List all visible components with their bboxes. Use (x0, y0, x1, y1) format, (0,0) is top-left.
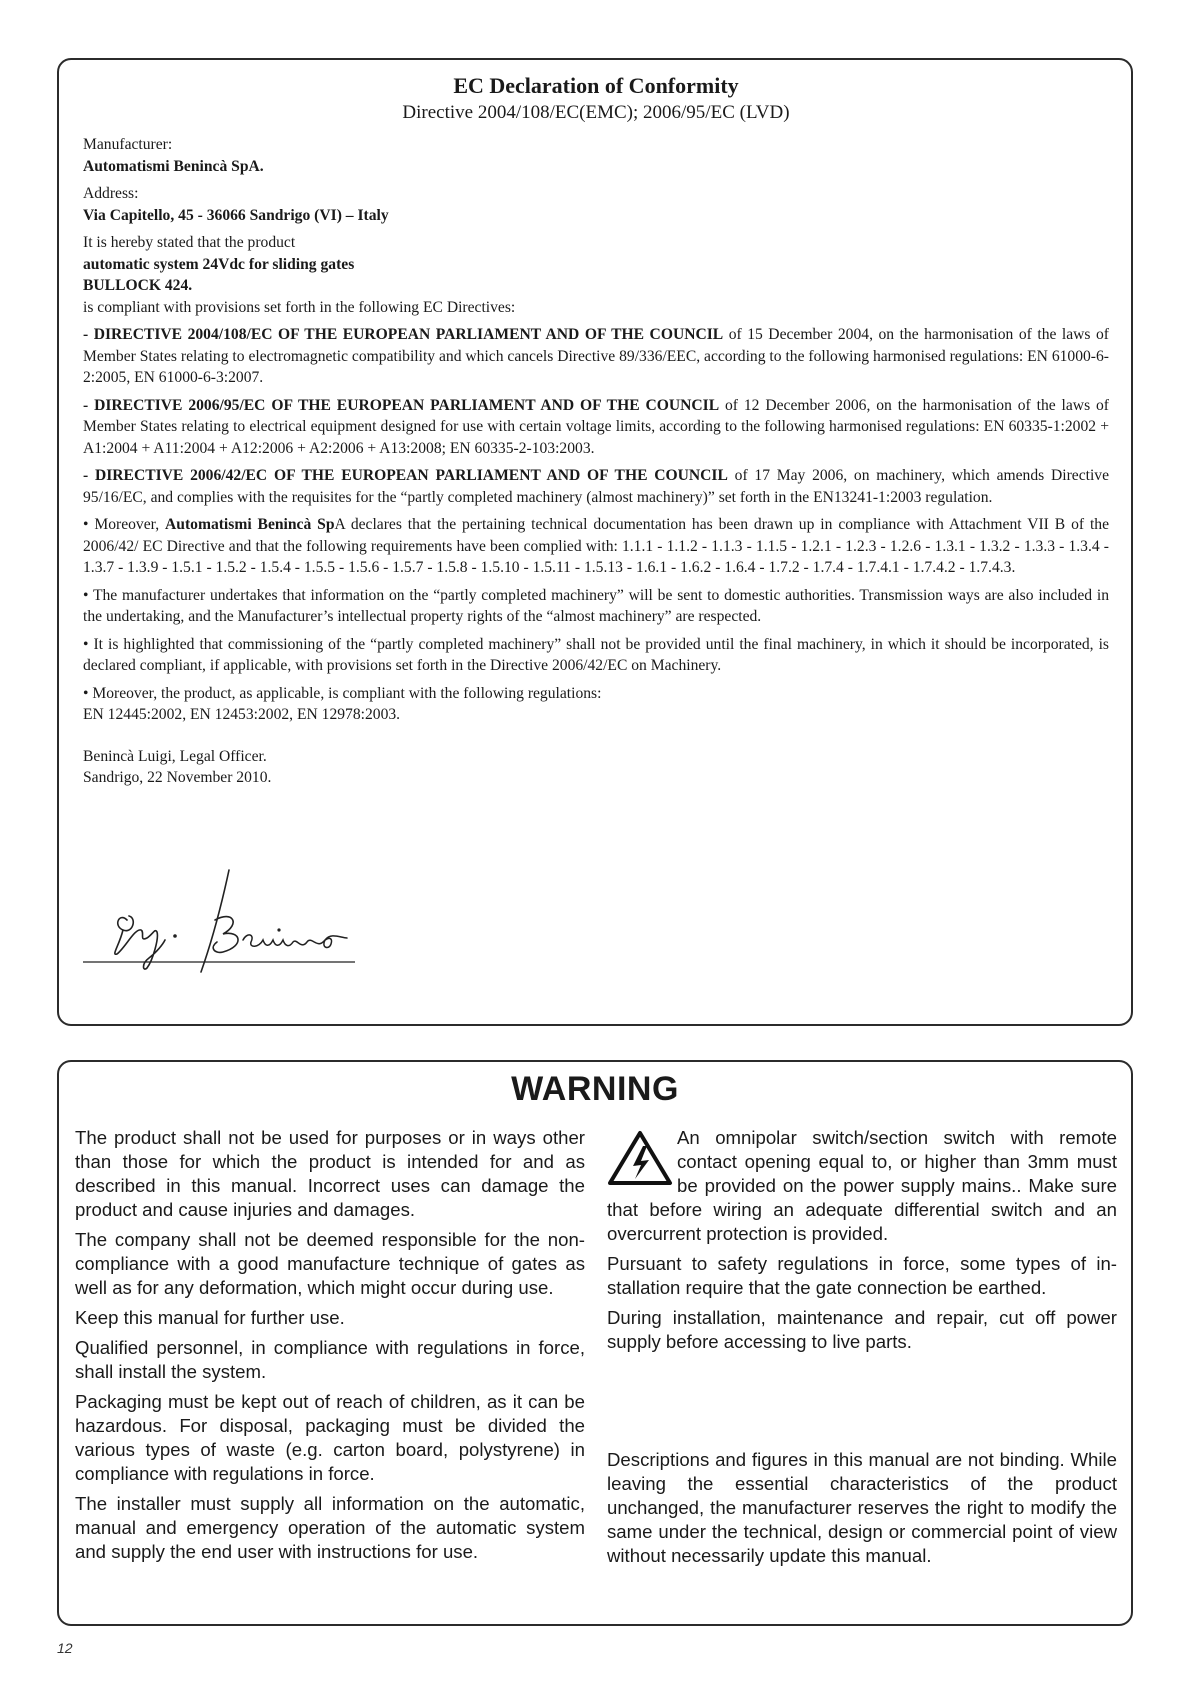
warning-paragraph: Qualified personnel, in compliance with regulations in force, shall install the system. (75, 1337, 585, 1382)
compliant-intro: is compliant with provisions set forth in the following EC Directives: (83, 298, 516, 316)
manufacturer-name: Automatismi Benincà SpA. (83, 157, 264, 175)
bullet-highlighted: • It is highlighted that commissioning of the “partly completed machinery” shall not be provided until the final machinery, in which it should be incorporated, is declared compliant, if applicable, with provisions set forth in the Directive 2006/42/EC on Machinery. (83, 635, 1109, 674)
address-block (83, 183, 1109, 226)
directive-lvd (83, 395, 1109, 460)
warning-paragraph: Packaging must be kept out of reach of children, as it can be hazardous. For disposal, packaging must be divided the various types of waste (e.g. carton board, polystyrene) in compliance with regulations in force. (75, 1391, 585, 1484)
warning-paragraph: The installer must supply all information on the automatic, manual and emergency operation of the automatic system and supply the end user with instructions for use. (75, 1493, 585, 1562)
warning-box (57, 1060, 1133, 1626)
directive-lvd-title: - DIRECTIVE 2006/95/EC OF THE EUROPEAN PARLIAMENT AND OF THE COUNCIL (83, 396, 720, 414)
warning-paragraph: The product shall not be used for purposes or in ways other than those for which the product is intended for and as described in this manual. Incorrect uses can damage the product and cause injuries and damages. (75, 1127, 585, 1220)
page-number: 12 (57, 1640, 73, 1656)
directive-emc-text: of 15 December 2004, on the harmonisation of the laws of Member States relating to electromagnetic compatibility and which cancels Directive 89/336/EEC, according to the following harmonised regulations: EN 61000-6-2:2005, EN 61000-6-3:2007. (83, 326, 1109, 386)
warning-paragraph: Pursuant to safety regulations in force, some types of in-stallation require that the gate connection be earthed. (607, 1253, 1117, 1298)
warning-paragraph-switch (607, 1126, 1117, 1246)
directive-machinery-text: of 17 May 2006, on machinery, which amends Directive 95/16/EC, and complies with the requisites for the “partly completed machinery (almost machinery)” set forth in the EN13241-1:2003 regulation. (83, 467, 1109, 506)
warning-paragraph: During installation, maintenance and repair, cut off power supply before accessing to live parts. (607, 1307, 1117, 1352)
bullet-manufacturer: • The manufacturer undertakes that information on the “partly completed machinery” will be sent to domestic authorities. Transmission ways are also included in the undertaking, and the Manufacturer’s intellectual property rights of the “almost machinery” are respected. (83, 586, 1109, 625)
address-value: Via Capitello, 45 - 36066 Sandrigo (VI) – Italy (83, 206, 389, 224)
product-block (83, 232, 1109, 318)
bullet-regulations: • Moreover, the product, as applicable, is compliant with the following regulations: (83, 684, 602, 702)
warning-title: WARNING (511, 1070, 679, 1108)
ec-declaration-box (57, 58, 1133, 1026)
directive-lvd-text: of 12 December 2006, on the harmonisation of the laws of Member States relating to electrical equipment designed for use with certain voltage limits, according to the following harmonised regulations: EN 60335-1:2002 + A1:2004 + A11:2004 + A12:2006 + A2:2006 + A13:2008; EN 60335-2-103:2003. (83, 396, 1110, 457)
directive-emc-title: - DIRECTIVE 2004/108/EC OF THE EUROPEAN PARLIAMENT AND OF THE COUNCIL (83, 326, 724, 343)
warning-left-column (75, 1126, 585, 1570)
regulations-list: EN 12445:2002, EN 12453:2002, EN 12978:2003. (83, 706, 401, 723)
warning-paragraph: Keep this manual for further use. (75, 1307, 345, 1328)
product-intro: It is hereby stated that the product (83, 234, 296, 251)
warning-right-column (607, 1126, 1117, 1360)
warning-disclaimer (607, 1448, 1117, 1574)
bullet-moreover-text: A declares that the pertaining technical documentation has been drawn up in compliance with Attachment VII B of the 2006/42/ EC Directive and that the following requirements have been complied with: 1.1.1 - 1.1.2 - 1.1.3 - 1.1.5 - 1.2.1 - 1.2.3 - 1.2.6 - 1.3.1 - 1.3.2 - 1.3.3 - 1.3.4 - 1.3.7 - 1.3.9 - 1.5.1 - 1.5.2 - 1.5.4 - 1.5.5 - 1.5.6 - 1.5.7 - 1.5.8 - 1.5.10 - 1.5.11 - 1.5.13 - 1.6.1 - 1.6.2 - 1.6.4 - 1.7.2 - 1.7.4 - 1.7.4.1 - 1.7.4.2 - 1.7.4.3. (83, 516, 1110, 576)
directive-machinery-title: - DIRECTIVE 2006/42/EC OF THE EUROPEAN PARLIAMENT AND OF THE COUNCIL (83, 467, 728, 484)
ec-subtitle: Directive 2004/108/EC(EMC); 2006/95/EC (LVD) (402, 102, 790, 123)
warning-paragraph: The company shall not be deemed responsible for the non-compliance with a good manufacture technique of gates as well as for any deformation, which might occur during use. (75, 1229, 585, 1298)
warning-switch-text: An omnipolar switch/section switch with remote contact opening equal to, or higher than 3mm must be provided on the power supply mains.. Make sure that before wiring an adequate differential switch and an overcurrent protection is provided. (607, 1127, 1117, 1244)
place-date: Sandrigo, 22 November 2010. (83, 769, 272, 786)
bullet-moreover-company: Automatismi Benincà Sp (165, 516, 335, 533)
ec-title: EC Declaration of Conformity (453, 73, 739, 98)
high-voltage-warning-icon (607, 1130, 673, 1186)
bullet-moreover-pre: • Moreover, (83, 516, 166, 533)
directive-machinery (83, 465, 1109, 508)
signatory: Benincà Luigi, Legal Officer. (83, 747, 267, 765)
directive-emc (83, 324, 1109, 389)
manufacturer-label: Manufacturer: (83, 136, 173, 153)
address-label: Address: (83, 185, 139, 202)
handwritten-signature (83, 868, 363, 978)
bullet-moreover (83, 514, 1109, 579)
manufacturer-block (83, 134, 1109, 177)
product-name: automatic system 24Vdc for sliding gates (83, 255, 355, 273)
warning-disclaimer-text: Descriptions and figures in this manual are not binding. While leaving the essential characteristics of the product unchanged, the manufacturer reserves the right to modify the same under the technical, design or commercial point of view without necessarily update this manual. (607, 1449, 1117, 1566)
product-model: BULLOCK 424. (83, 277, 193, 294)
